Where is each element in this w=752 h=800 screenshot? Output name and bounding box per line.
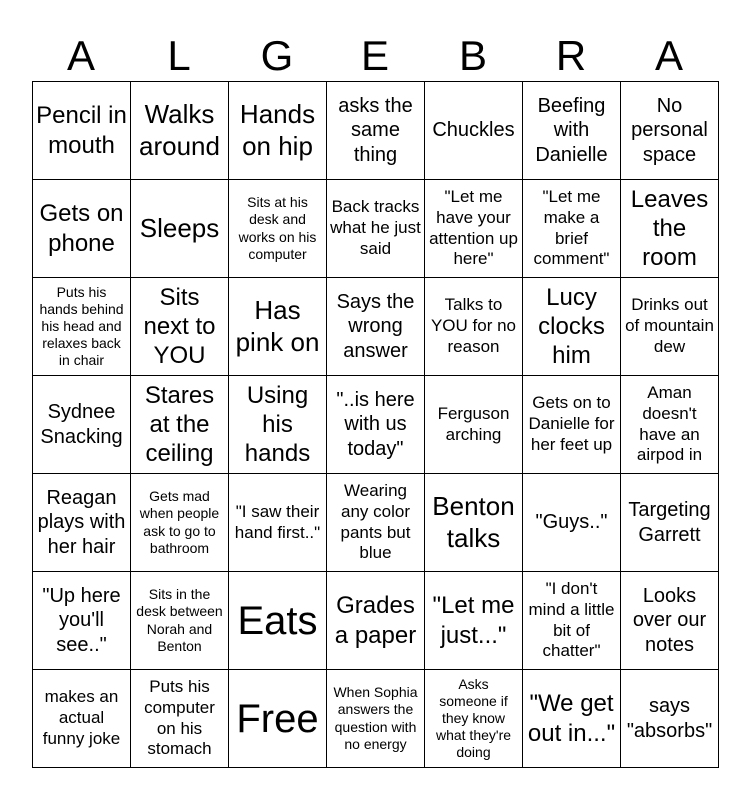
bingo-cell[interactable]: Ferguson arching [425,376,523,474]
bingo-cell[interactable]: "Let me have your attention up here" [425,180,523,278]
header-letter: A [66,32,95,79]
bingo-cell[interactable]: Looks over our notes [621,572,719,670]
bingo-cell[interactable]: "Guys.." [523,474,621,572]
bingo-cell[interactable]: Says the wrong answer [327,278,425,376]
bingo-cell[interactable]: Asks someone if they know what they're doing [425,670,523,768]
bingo-cell[interactable]: Drinks out of mountain dew [621,278,719,376]
bingo-cell[interactable]: No personal space [621,82,719,180]
bingo-cell[interactable]: Puts his hands behind his head and relaxes back in chair [33,278,131,376]
bingo-cell[interactable]: Gets on to Danielle for her feet up [523,376,621,474]
bingo-cell[interactable]: Stares at the ceiling [131,376,229,474]
header-letter: L [167,32,191,79]
bingo-cell[interactable]: Lucy clocks him [523,278,621,376]
bingo-cell[interactable]: "Let me just..." [425,572,523,670]
bingo-cell[interactable]: says "absorbs" [621,670,719,768]
bingo-cell[interactable]: Has pink on [229,278,327,376]
bingo-header [32,30,718,82]
bingo-cell[interactable]: Sits in the desk between Norah and Benton [131,572,229,670]
bingo-cell[interactable]: Pencil in mouth [33,82,131,180]
bingo-cell[interactable]: Eats [229,572,327,670]
bingo-cell[interactable]: Back tracks what he just said [327,180,425,278]
bingo-cell[interactable]: Targeting Garrett [621,474,719,572]
bingo-cell[interactable]: "We get out in..." [523,670,621,768]
bingo-cell[interactable]: Benton talks [425,474,523,572]
bingo-cell[interactable]: Chuckles [425,82,523,180]
bingo-cell[interactable]: "Up here you'll see.." [33,572,131,670]
bingo-cell[interactable]: Leaves the room [621,180,719,278]
bingo-cell[interactable]: Beefing with Danielle [523,82,621,180]
bingo-cell[interactable]: Walks around [131,82,229,180]
bingo-cell[interactable]: Gets mad when people ask to go to bathroom [131,474,229,572]
bingo-cell[interactable]: Aman doesn't have an airpod in [621,376,719,474]
header-letter: R [555,32,587,79]
bingo-cell[interactable]: Gets on phone [33,180,131,278]
bingo-cell[interactable]: makes an actual funny joke [33,670,131,768]
bingo-cell[interactable]: Sits at his desk and works on his computer [229,180,327,278]
bingo-cell[interactable]: Using his hands [229,376,327,474]
bingo-cell[interactable]: Sydnee Snacking [33,376,131,474]
bingo-cell[interactable]: asks the same thing [327,82,425,180]
header-letter: E [360,32,389,79]
bingo-cell[interactable]: Sits next to YOU [131,278,229,376]
header-letter: B [458,32,487,79]
header-letter: A [654,32,683,79]
bingo-cell[interactable]: Hands on hip [229,82,327,180]
bingo-cell[interactable]: Reagan plays with her hair [33,474,131,572]
bingo-cell[interactable]: Sleeps [131,180,229,278]
bingo-cell[interactable]: Grades a paper [327,572,425,670]
bingo-cell[interactable]: Talks to YOU for no reason [425,278,523,376]
bingo-cell[interactable]: "I saw their hand first.." [229,474,327,572]
bingo-cell[interactable]: "I don't mind a little bit of chatter" [523,572,621,670]
bingo-free-cell[interactable]: Free [229,670,327,768]
bingo-cell[interactable]: Puts his computer on his stomach [131,670,229,768]
bingo-cell[interactable]: Wearing any color pants but blue [327,474,425,572]
bingo-board [32,81,719,768]
bingo-cell[interactable]: When Sophia answers the question with no energy [327,670,425,768]
bingo-cell[interactable]: "Let me make a brief comment" [523,180,621,278]
bingo-cell[interactable]: "..is here with us today" [327,376,425,474]
header-letter: G [260,32,294,79]
